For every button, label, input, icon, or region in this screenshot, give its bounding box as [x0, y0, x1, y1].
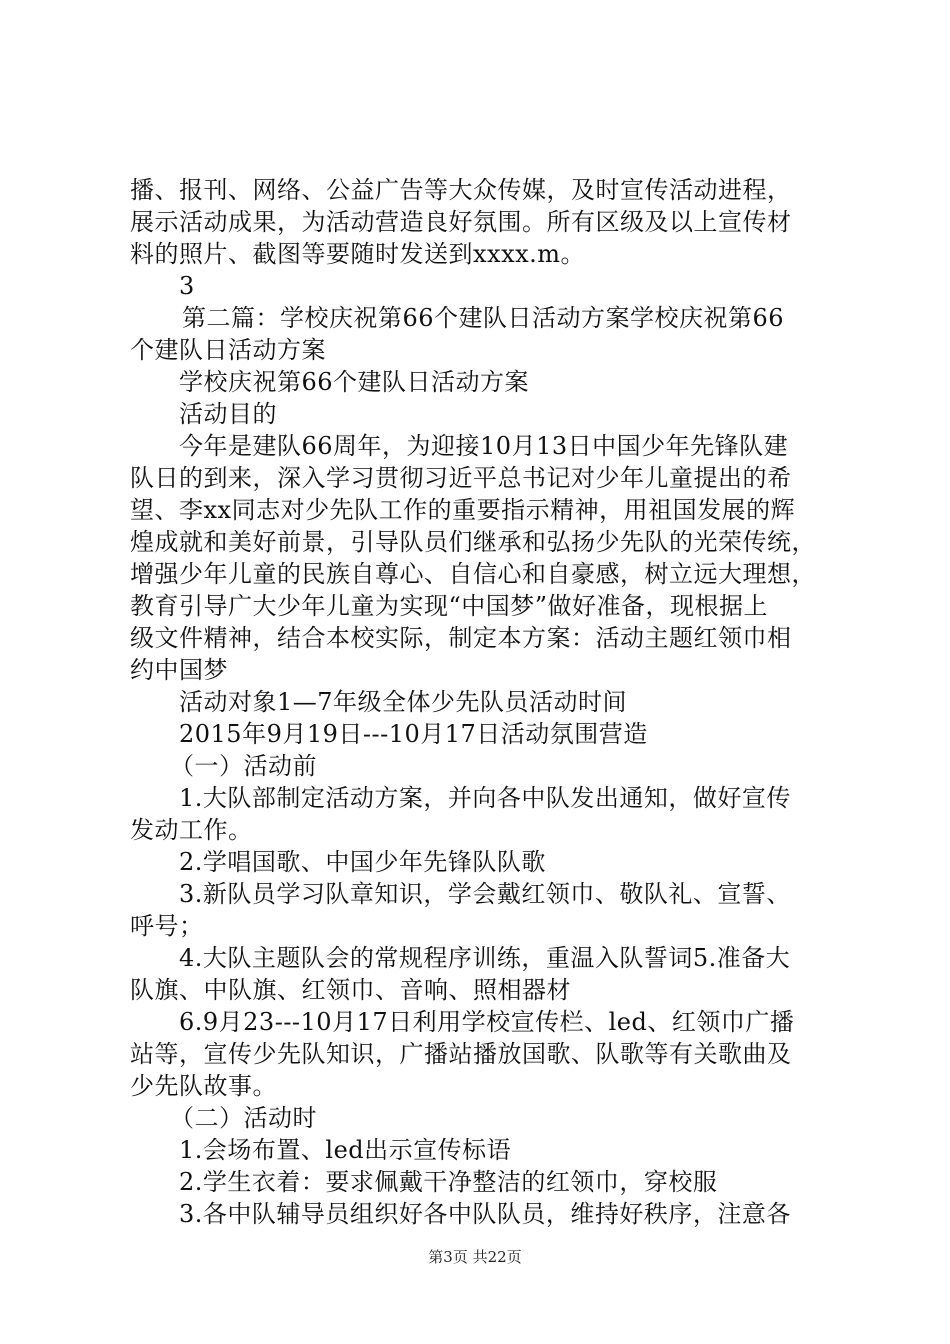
paragraph-line: 煌成就和美好前景，引导队员们继承和弘扬少先队的光荣传统， — [130, 528, 816, 556]
paragraph-line: 教育引导广大少年儿童为实现“中国梦”做好准备，现根据上 — [130, 592, 769, 620]
paragraph-line: 展示活动成果，为活动营造良好氛围。所有区级及以上宣传材 — [130, 208, 792, 236]
list-item: 2.学生衣着：要求佩戴干净整洁的红领巾，穿校服 — [179, 1168, 718, 1196]
paragraph-line: 活动对象1—7年级全体少先队员活动时间 — [179, 688, 628, 716]
list-item: 呼号； — [130, 912, 204, 940]
paragraph-line: 队日的到来，深入学习贯彻习近平总书记对少年儿童提出的希 — [130, 464, 792, 492]
section-title: 第二篇：学校庆祝第66个建队日活动方案学校庆祝第66 — [182, 304, 785, 332]
page-number-marker: 3 — [179, 272, 195, 300]
list-item: 少先队故事。 — [130, 1072, 277, 1100]
list-item: 发动工作。 — [130, 816, 253, 844]
list-item: 6.9月23---10月17日利用学校宣传栏、led、红领巾广播 — [179, 1008, 795, 1036]
paragraph-line: 播、报刊、网络、公益广告等大众传媒，及时宣传活动进程， — [130, 176, 792, 204]
subheading: （一）活动前 — [170, 752, 317, 780]
paragraph-line: 级文件精神，结合本校实际，制定本方案：活动主题红领巾相 — [130, 624, 792, 652]
paragraph-line: 增强少年儿童的民族自尊心、自信心和自豪感，树立远大理想， — [130, 560, 816, 588]
subheading: 活动目的 — [179, 400, 277, 428]
list-item: 4.大队主题队会的常规程序训练，重温入队誓词5.准备大 — [179, 944, 791, 972]
section-title: 个建队日活动方案 — [130, 336, 326, 364]
list-item: 队旗、中队旗、红领巾、音响、照相器材 — [130, 976, 571, 1004]
page-footer: 第3页 共22页 — [428, 1248, 522, 1266]
paragraph-line: 料的照片、截图等要随时发送到xxxx.m。 — [130, 240, 586, 268]
subheading: 学校庆祝第66个建队日活动方案 — [179, 368, 530, 396]
list-item: 3.各中队辅导员组织好各中队队员，维持好秩序，注意各 — [179, 1200, 791, 1228]
list-item: 1.大队部制定活动方案，并向各中队发出通知，做好宣传 — [179, 784, 791, 812]
paragraph-line: 2015年9月19日---10月17日活动氛围营造 — [179, 720, 648, 748]
paragraph-line: 望、李xx同志对少先队工作的重要指示精神，用祖国发展的辉 — [130, 496, 796, 524]
list-item: 站等，宣传少先队知识，广播站播放国歌、队歌等有关歌曲及 — [130, 1040, 792, 1068]
paragraph-line: 约中国梦 — [130, 656, 228, 684]
list-item: 2.学唱国歌、中国少年先锋队队歌 — [179, 848, 546, 876]
list-item: 1.会场布置、led出示宣传标语 — [179, 1136, 512, 1164]
paragraph-line: 今年是建队66周年，为迎接10月13日中国少年先锋队建 — [179, 432, 789, 460]
subheading: （二）活动时 — [170, 1104, 317, 1132]
list-item: 3.新队员学习队章知识，学会戴红领巾、敬队礼、宣誓、 — [179, 880, 791, 908]
